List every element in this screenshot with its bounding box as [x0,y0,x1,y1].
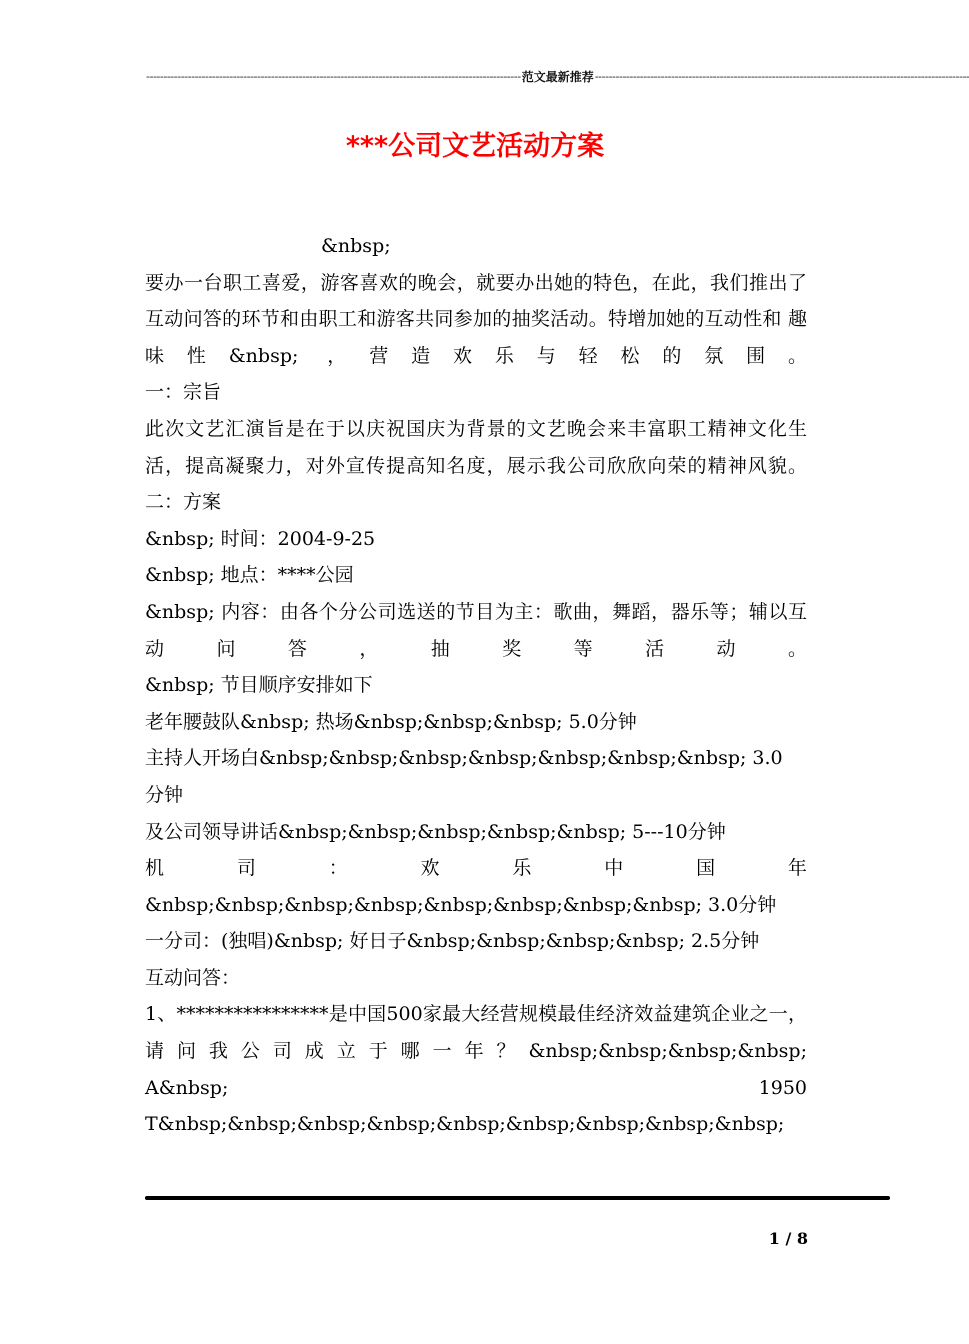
plan-order: &nbsp; 节目顺序安排如下 [145,674,373,697]
answer-a-label: A&nbsp; [145,1076,229,1099]
program-item-4-title [145,850,807,887]
prog4-char: 欢 [420,857,440,880]
paragraph-intro: 要办一台职工喜爱，游客喜欢的晚会，就要办出她的特色，在此，我们推出了互动问答的环节和由职工和游客共同参加的抽奖活动。特增加她的互动性和 趣味性&nbsp; ，营造欢乐与轻松的氛围。 [145,271,807,367]
plan-time: &nbsp; 时间：2004-9-25 [145,527,376,550]
section-heading-purpose: 一：宗旨 [145,381,222,404]
paragraph-purpose: 此次文艺汇演旨是在于以庆祝国庆为背景的文艺晚会来丰富职工精神文化生活，提高凝聚力，对外宣传提高知名度，展示我公司欣欣向荣的精神风貌。 [145,417,807,477]
line-nbsp: &nbsp; [321,235,391,257]
document-title: ***公司文艺活动方案 [345,131,605,162]
prog4-char: 中 [604,857,624,880]
prog4-char: 司 [236,857,256,880]
header-rule-left: ------------------------------------------------------------------------------------------------------------ [146,70,521,83]
footer-rule [145,1196,890,1200]
page-header [146,68,969,85]
program-item-2-cont: 分钟 [145,783,184,806]
prog4-char: 机 [145,857,165,880]
prog4-char: ： [328,857,348,880]
document-body [145,228,807,1143]
answer-a-value: 1950 [758,1076,807,1099]
plan-place: &nbsp; 地点：****公园 [145,564,354,587]
program-item-4-duration: &nbsp;&nbsp;&nbsp;&nbsp;&nbsp;&nbsp;&nbsp;&nbsp; 3.0分钟 [145,893,777,916]
program-item-2-text: 主持人开场白&nbsp;&nbsp;&nbsp;&nbsp;&nbsp;&nbsp;&nbsp; 3.0 [145,747,783,770]
page-number: 1 / 8 [768,1229,808,1248]
prog4-char: 年 [787,857,807,880]
prog4-char: 乐 [512,857,532,880]
section-heading-plan: 二：方案 [145,491,222,514]
prog4-char: 国 [696,857,716,880]
answer-a [145,1070,807,1107]
program-item-1: 老年腰鼓队&nbsp; 热场&nbsp;&nbsp;&nbsp; 5.0分钟 [145,710,637,733]
qa-heading: 互动问答： [145,966,241,989]
header-rule-right: ------------------------------------------------------------------------------------------------------------ [594,70,969,83]
program-item-3: 及公司领导讲话&nbsp;&nbsp;&nbsp;&nbsp;&nbsp; 5---10分钟 [145,820,726,843]
question-1: 1、****************是中国500家最大经营规模最佳经济效益建筑企业之一，请问我公司成立于哪一年？&nbsp;&nbsp;&nbsp;&nbsp; [145,1003,807,1063]
plan-content: &nbsp; 内容：由各个分公司选送的节目为主：歌曲，舞蹈，器乐等；辅以互动问答，抽奖等活动。 [145,600,807,660]
answer-t: T&nbsp;&nbsp;&nbsp;&nbsp;&nbsp;&nbsp;&nbsp;&nbsp;&nbsp; [145,1113,785,1136]
header-label: 范文最新推荐 [521,70,594,84]
program-item-5: 一分司：(独唱)&nbsp; 好日子&nbsp;&nbsp;&nbsp;&nbsp; 2.5分钟 [145,930,760,953]
program-item-2 [145,740,807,777]
